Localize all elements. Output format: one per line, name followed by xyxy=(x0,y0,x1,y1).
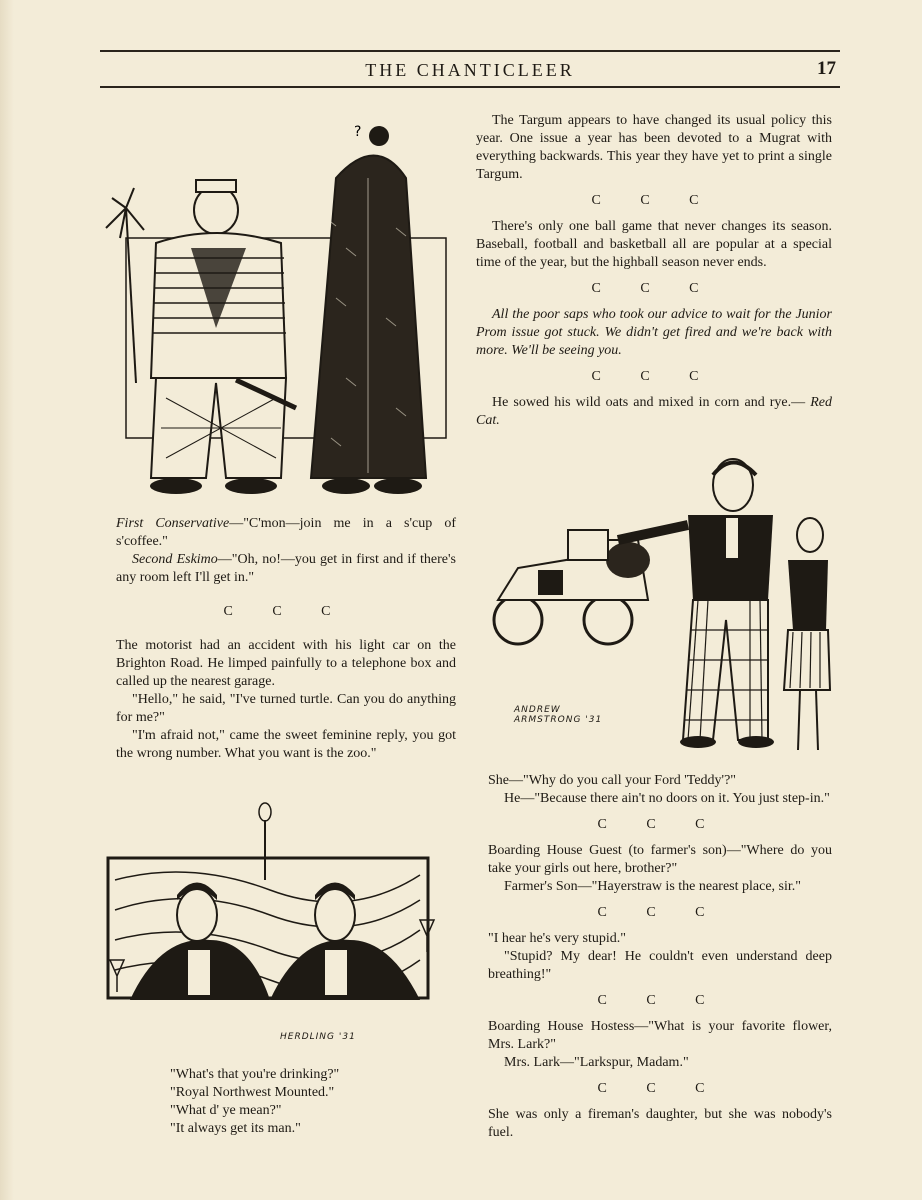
dialogue-line: "What d' ye mean?" xyxy=(170,1103,282,1118)
separator: C C C xyxy=(591,281,717,296)
caption-line-1: First Conservative—"C'mon—join me in a s'cup of s'coffee." xyxy=(116,516,456,549)
cartoon3-signature: ANDREW ARMSTRONG '31 xyxy=(514,705,603,725)
svg-text:?: ? xyxy=(354,124,362,140)
right-column-top xyxy=(476,112,832,430)
ball-paragraph: There's only one ball game that never changes its season. Baseball, football and basketball all are popular at a special time of the year, but the highball season never ends. xyxy=(476,219,832,270)
separator: C C C xyxy=(597,993,723,1008)
ford-line-1: She—"Why do you call your Ford 'Teddy'?" xyxy=(488,773,737,788)
separator: C C C xyxy=(597,817,723,832)
boarding-hostess: Boarding House Hostess—"What is your favorite flower, Mrs. Lark?" xyxy=(488,1019,832,1052)
separator: C C C xyxy=(223,604,349,619)
header-rule-bottom xyxy=(100,86,840,88)
drink-dialogue xyxy=(170,1066,430,1138)
oats-paragraph: He sowed his wild oats and mixed in corn and rye.— Red Cat. xyxy=(476,395,832,428)
speaker-he: He xyxy=(504,791,521,806)
fireman-joke: She was only a fireman's daughter, but she was nobody's fuel. xyxy=(488,1107,832,1140)
stupid-line-2: "Stupid? My dear! He couldn't even understand deep breathing!" xyxy=(488,949,832,982)
stupid-line-1: "I hear he's very stupid." xyxy=(488,931,626,946)
header-rule-top xyxy=(100,50,840,52)
page-edge xyxy=(0,0,14,1200)
speaker-second-eskimo: Second Eskimo xyxy=(132,552,218,567)
cartoon2-signature: HERDLING '31 xyxy=(280,1032,356,1042)
dialogue-line: "It always get its man." xyxy=(170,1121,301,1136)
running-title: THE CHANTICLEER xyxy=(365,60,575,80)
dialogue-line: "Royal Northwest Mounted." xyxy=(170,1085,335,1100)
mrs-lark: Mrs. Lark—"Larkspur, Madam." xyxy=(504,1055,689,1070)
farmers-son: Farmer's Son—"Hayerstraw is the nearest place, sir." xyxy=(504,879,801,894)
cartoon-ford xyxy=(488,450,833,765)
oats-source: Red Cat. xyxy=(476,395,832,428)
left-column xyxy=(116,515,456,763)
caption-line-2: Second Eskimo—"Oh, no!—you get in first and if there's any room left I'll get in." xyxy=(116,552,456,585)
targum-paragraph: The Targum appears to have changed its usual policy this year. One issue a year has been devoted to a Mugrat with everything backwards. This year they have yet to print a single Targum. xyxy=(476,113,832,182)
motorist-quote-2: "I'm afraid not," came the sweet feminine reply, you got the wrong number. What you want is the zoo." xyxy=(116,728,456,761)
page-number: 17 xyxy=(817,58,836,79)
saps-paragraph: All the poor saps who took our advice to wait for the Junior Prom issue got stuck. We didn't get fired and we're back with more. We'll be seeing you. xyxy=(476,307,832,358)
speaker-she: She xyxy=(488,773,509,788)
ford-line-2: He—"Because there ain't no doors on it. You just step-in." xyxy=(504,791,830,806)
boarding-guest: Boarding House Guest (to farmer's son)—"Where do you take your girls out here, brother?" xyxy=(488,843,832,876)
right-column-bottom xyxy=(488,772,832,1142)
cartoon-conservative-eskimo xyxy=(96,118,476,508)
separator: C C C xyxy=(597,905,723,920)
dialogue-line: "What's that you're drinking?" xyxy=(170,1067,340,1082)
separator: C C C xyxy=(591,193,717,208)
cartoon-drinkers xyxy=(100,800,445,1050)
motorist-quote-1: "Hello," he said, "I've turned turtle. Can you do anything for me?" xyxy=(116,692,456,725)
separator: C C C xyxy=(591,369,717,384)
speaker-first-conservative: First Conservative xyxy=(116,516,230,531)
separator: C C C xyxy=(597,1081,723,1096)
motorist-paragraph: The motorist had an accident with his light car on the Brighton Road. He limped painfully to a telephone box and called up the nearest garage. xyxy=(116,638,456,689)
